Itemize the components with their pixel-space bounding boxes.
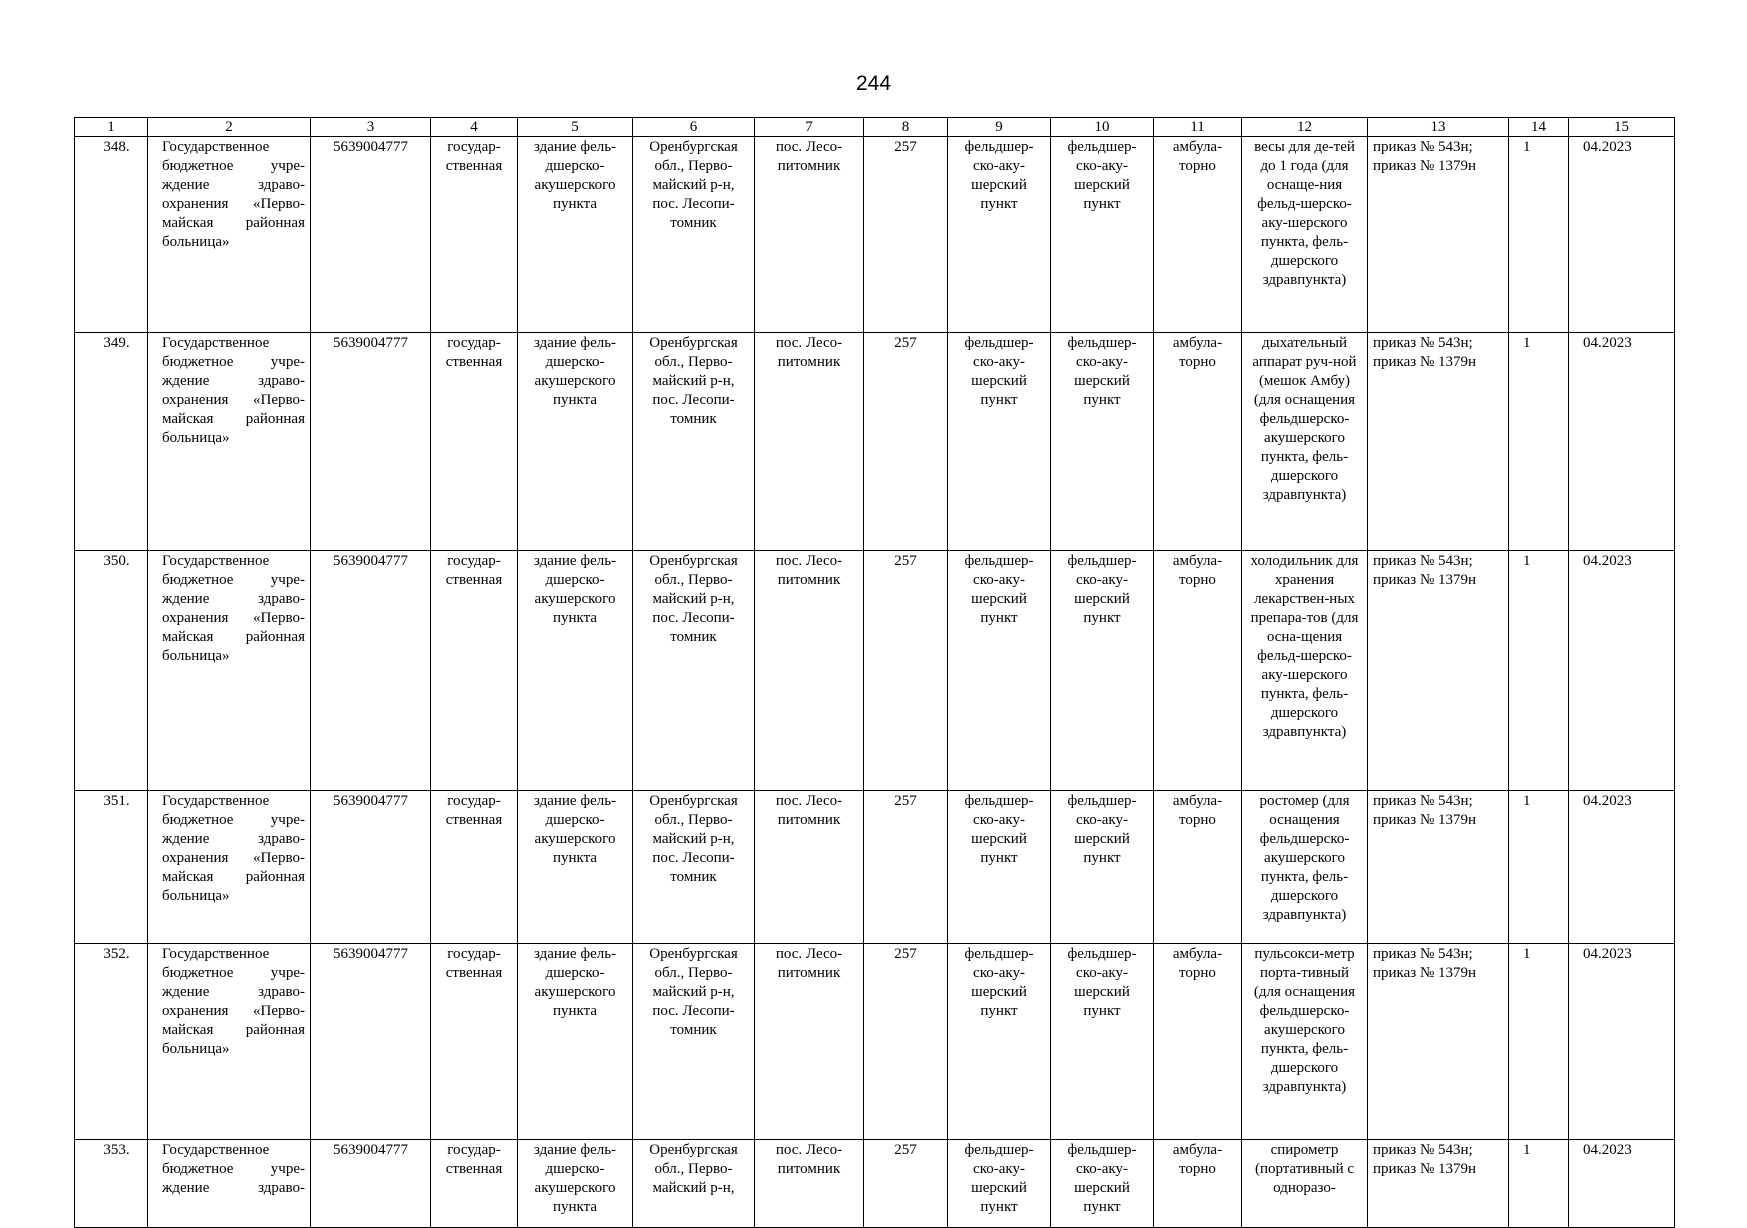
quantity-cell: 1 [1509,333,1569,551]
organization-line: ждение здраво- [162,177,305,193]
organization-line: ждение здраво- [162,591,305,607]
column-number-15: 15 [1569,118,1675,137]
organization-line: Государственное [162,335,270,351]
organization-line: охранения «Перво- [162,392,305,408]
organization-line: бюджетное учре- [162,812,305,828]
ownership-form-cell: государ-ственная [431,137,518,333]
unit-name-cell: фельдшер-ско-аку-шерский пункт [1051,1140,1154,1228]
equipment-cell: пульсокси-метр порта-тивный (для оснащения фельдшерско-акушерского пункта, фель-дшерского здравпункта) [1242,944,1368,1140]
unit-type-cell: фельдшер-ско-аку-шерский пункт [948,791,1051,944]
organization-line: майская районная [162,215,305,231]
unit-name-cell: фельдшер-ско-аку-шерский пункт [1051,791,1154,944]
row-number-cell: 350. [75,551,148,791]
unit-type-cell: фельдшер-ско-аку-шерский пункт [948,1140,1051,1228]
column-number-14: 14 [1509,118,1569,137]
inn-cell: 5639004777 [311,333,431,551]
date-cell: 04.2023 [1569,944,1675,1140]
building-cell: здание фель-дшерско-акушерского пункта [518,791,633,944]
order-reference-cell: приказ № 543н; приказ № 1379н [1368,1140,1509,1228]
equipment-cell: ростомер (для оснащения фельдшерско-акушерского пункта, фель-дшерского здравпункта) [1242,791,1368,944]
organization-line: больница» [162,430,230,446]
organization-line: охранения «Перво- [162,850,305,866]
row-number-cell: 353. [75,1140,148,1228]
locality-cell: пос. Лесо-питомник [755,551,864,791]
equipment-register-table [74,117,1675,1228]
organization-line: ждение здраво- [162,1180,305,1196]
care-condition-cell: амбула-торно [1154,137,1242,333]
organization-line: ждение здраво- [162,984,305,1000]
building-cell: здание фель-дшерско-акушерского пункта [518,551,633,791]
quantity-cell: 1 [1509,791,1569,944]
table-row [75,944,1675,1140]
organization-line: бюджетное учре- [162,354,305,370]
order-reference-cell: приказ № 543н; приказ № 1379н [1368,333,1509,551]
table-row [75,791,1675,944]
organization-line: охранения «Перво- [162,196,305,212]
organization-line: Государственное [162,553,270,569]
care-condition-cell: амбула-торно [1154,333,1242,551]
organization-line: Государственное [162,946,270,962]
organization-line: майская районная [162,869,305,885]
organization-line: Государственное [162,1142,270,1158]
locality-cell: пос. Лесо-питомник [755,791,864,944]
code-cell: 257 [864,551,948,791]
organization-line: бюджетное учре- [162,158,305,174]
ownership-form-cell: государ-ственная [431,333,518,551]
column-number-9: 9 [948,118,1051,137]
unit-type-cell: фельдшер-ско-аку-шерский пункт [948,333,1051,551]
table-row [75,137,1675,333]
ownership-form-cell: государ-ственная [431,1140,518,1228]
column-number-5: 5 [518,118,633,137]
column-number-6: 6 [633,118,755,137]
building-cell: здание фель-дшерско-акушерского пункта [518,1140,633,1228]
table-row [75,333,1675,551]
inn-cell: 5639004777 [311,551,431,791]
care-condition-cell: амбула-торно [1154,791,1242,944]
organization-line: майская районная [162,411,305,427]
inn-cell: 5639004777 [311,137,431,333]
quantity-cell: 1 [1509,944,1569,1140]
organization-line: бюджетное учре- [162,572,305,588]
date-cell: 04.2023 [1569,551,1675,791]
column-number-13: 13 [1368,118,1509,137]
organization-cell [148,1140,311,1228]
code-cell: 257 [864,333,948,551]
column-number-2: 2 [148,118,311,137]
organization-line: ждение здраво- [162,831,305,847]
ownership-form-cell: государ-ственная [431,944,518,1140]
address-cell: Оренбургская обл., Перво-майский р-н, пос. Лесопи-томник [633,333,755,551]
building-cell: здание фель-дшерско-акушерского пункта [518,333,633,551]
page-number: 244 [855,72,892,95]
organization-line: ждение здраво- [162,373,305,389]
unit-type-cell: фельдшер-ско-аку-шерский пункт [948,137,1051,333]
row-number-cell: 348. [75,137,148,333]
organization-line: охранения «Перво- [162,1003,305,1019]
organization-line: Государственное [162,793,270,809]
unit-name-cell: фельдшер-ско-аку-шерский пункт [1051,333,1154,551]
care-condition-cell: амбула-торно [1154,1140,1242,1228]
unit-type-cell: фельдшер-ско-аку-шерский пункт [948,944,1051,1140]
organization-cell [148,137,311,333]
equipment-cell: спирометр (портативный с одноразо- [1242,1140,1368,1228]
order-reference-cell: приказ № 543н; приказ № 1379н [1368,944,1509,1140]
inn-cell: 5639004777 [311,944,431,1140]
building-cell: здание фель-дшерско-акушерского пункта [518,944,633,1140]
address-cell: Оренбургская обл., Перво-майский р-н, [633,1140,755,1228]
date-cell: 04.2023 [1569,1140,1675,1228]
unit-name-cell: фельдшер-ско-аку-шерский пункт [1051,137,1154,333]
address-cell: Оренбургская обл., Перво-майский р-н, пос. Лесопи-томник [633,944,755,1140]
date-cell: 04.2023 [1569,333,1675,551]
row-number-cell: 352. [75,944,148,1140]
quantity-cell: 1 [1509,551,1569,791]
unit-type-cell: фельдшер-ско-аку-шерский пункт [948,551,1051,791]
organization-line: Государственное [162,139,270,155]
address-cell: Оренбургская обл., Перво-майский р-н, пос. Лесопи-томник [633,137,755,333]
date-cell: 04.2023 [1569,137,1675,333]
organization-line: майская районная [162,1022,305,1038]
column-number-8: 8 [864,118,948,137]
locality-cell: пос. Лесо-питомник [755,333,864,551]
organization-line: больница» [162,234,230,250]
column-number-11: 11 [1154,118,1242,137]
locality-cell: пос. Лесо-питомник [755,1140,864,1228]
column-number-7: 7 [755,118,864,137]
column-number-row [75,118,1675,137]
organization-line: больница» [162,888,230,904]
order-reference-cell: приказ № 543н; приказ № 1379н [1368,791,1509,944]
code-cell: 257 [864,1140,948,1228]
organization-line: охранения «Перво- [162,610,305,626]
ownership-form-cell: государ-ственная [431,791,518,944]
code-cell: 257 [864,137,948,333]
table-row [75,551,1675,791]
inn-cell: 5639004777 [311,791,431,944]
locality-cell: пос. Лесо-питомник [755,944,864,1140]
organization-line: бюджетное учре- [162,965,305,981]
equipment-cell: холодильник для хранения лекарствен-ных препара-тов (для осна-щения фельд-шерско-аку-шерского пункта, фель-дшерского здравпункта) [1242,551,1368,791]
organization-cell [148,333,311,551]
date-cell: 04.2023 [1569,791,1675,944]
column-number-10: 10 [1051,118,1154,137]
organization-line: больница» [162,648,230,664]
organization-line: бюджетное учре- [162,1161,305,1177]
building-cell: здание фель-дшерско-акушерского пункта [518,137,633,333]
organization-line: майская районная [162,629,305,645]
care-condition-cell: амбула-торно [1154,944,1242,1140]
equipment-cell: весы для де-тей до 1 года (для оснаще-ния фельд-шерско-аку-шерского пункта, фель-дшерского здравпункта) [1242,137,1368,333]
row-number-cell: 351. [75,791,148,944]
equipment-cell: дыхательный аппарат руч-ной (мешок Амбу) (для оснащения фельдшерско-акушерского пункта, фель-дшерского здравпункта) [1242,333,1368,551]
inn-cell: 5639004777 [311,1140,431,1228]
address-cell: Оренбургская обл., Перво-майский р-н, пос. Лесопи-томник [633,551,755,791]
organization-cell [148,551,311,791]
organization-cell [148,944,311,1140]
row-number-cell: 349. [75,333,148,551]
column-number-12: 12 [1242,118,1368,137]
unit-name-cell: фельдшер-ско-аку-шерский пункт [1051,551,1154,791]
column-number-4: 4 [431,118,518,137]
column-number-1: 1 [75,118,148,137]
quantity-cell: 1 [1509,1140,1569,1228]
code-cell: 257 [864,944,948,1140]
unit-name-cell: фельдшер-ско-аку-шерский пункт [1051,944,1154,1140]
ownership-form-cell: государ-ственная [431,551,518,791]
address-cell: Оренбургская обл., Перво-майский р-н, пос. Лесопи-томник [633,791,755,944]
table-row [75,1140,1675,1228]
table-body [75,118,1675,1228]
order-reference-cell: приказ № 543н; приказ № 1379н [1368,137,1509,333]
organization-cell [148,791,311,944]
order-reference-cell: приказ № 543н; приказ № 1379н [1368,551,1509,791]
organization-line: больница» [162,1041,230,1057]
column-number-3: 3 [311,118,431,137]
quantity-cell: 1 [1509,137,1569,333]
care-condition-cell: амбула-торно [1154,551,1242,791]
locality-cell: пос. Лесо-питомник [755,137,864,333]
code-cell: 257 [864,791,948,944]
